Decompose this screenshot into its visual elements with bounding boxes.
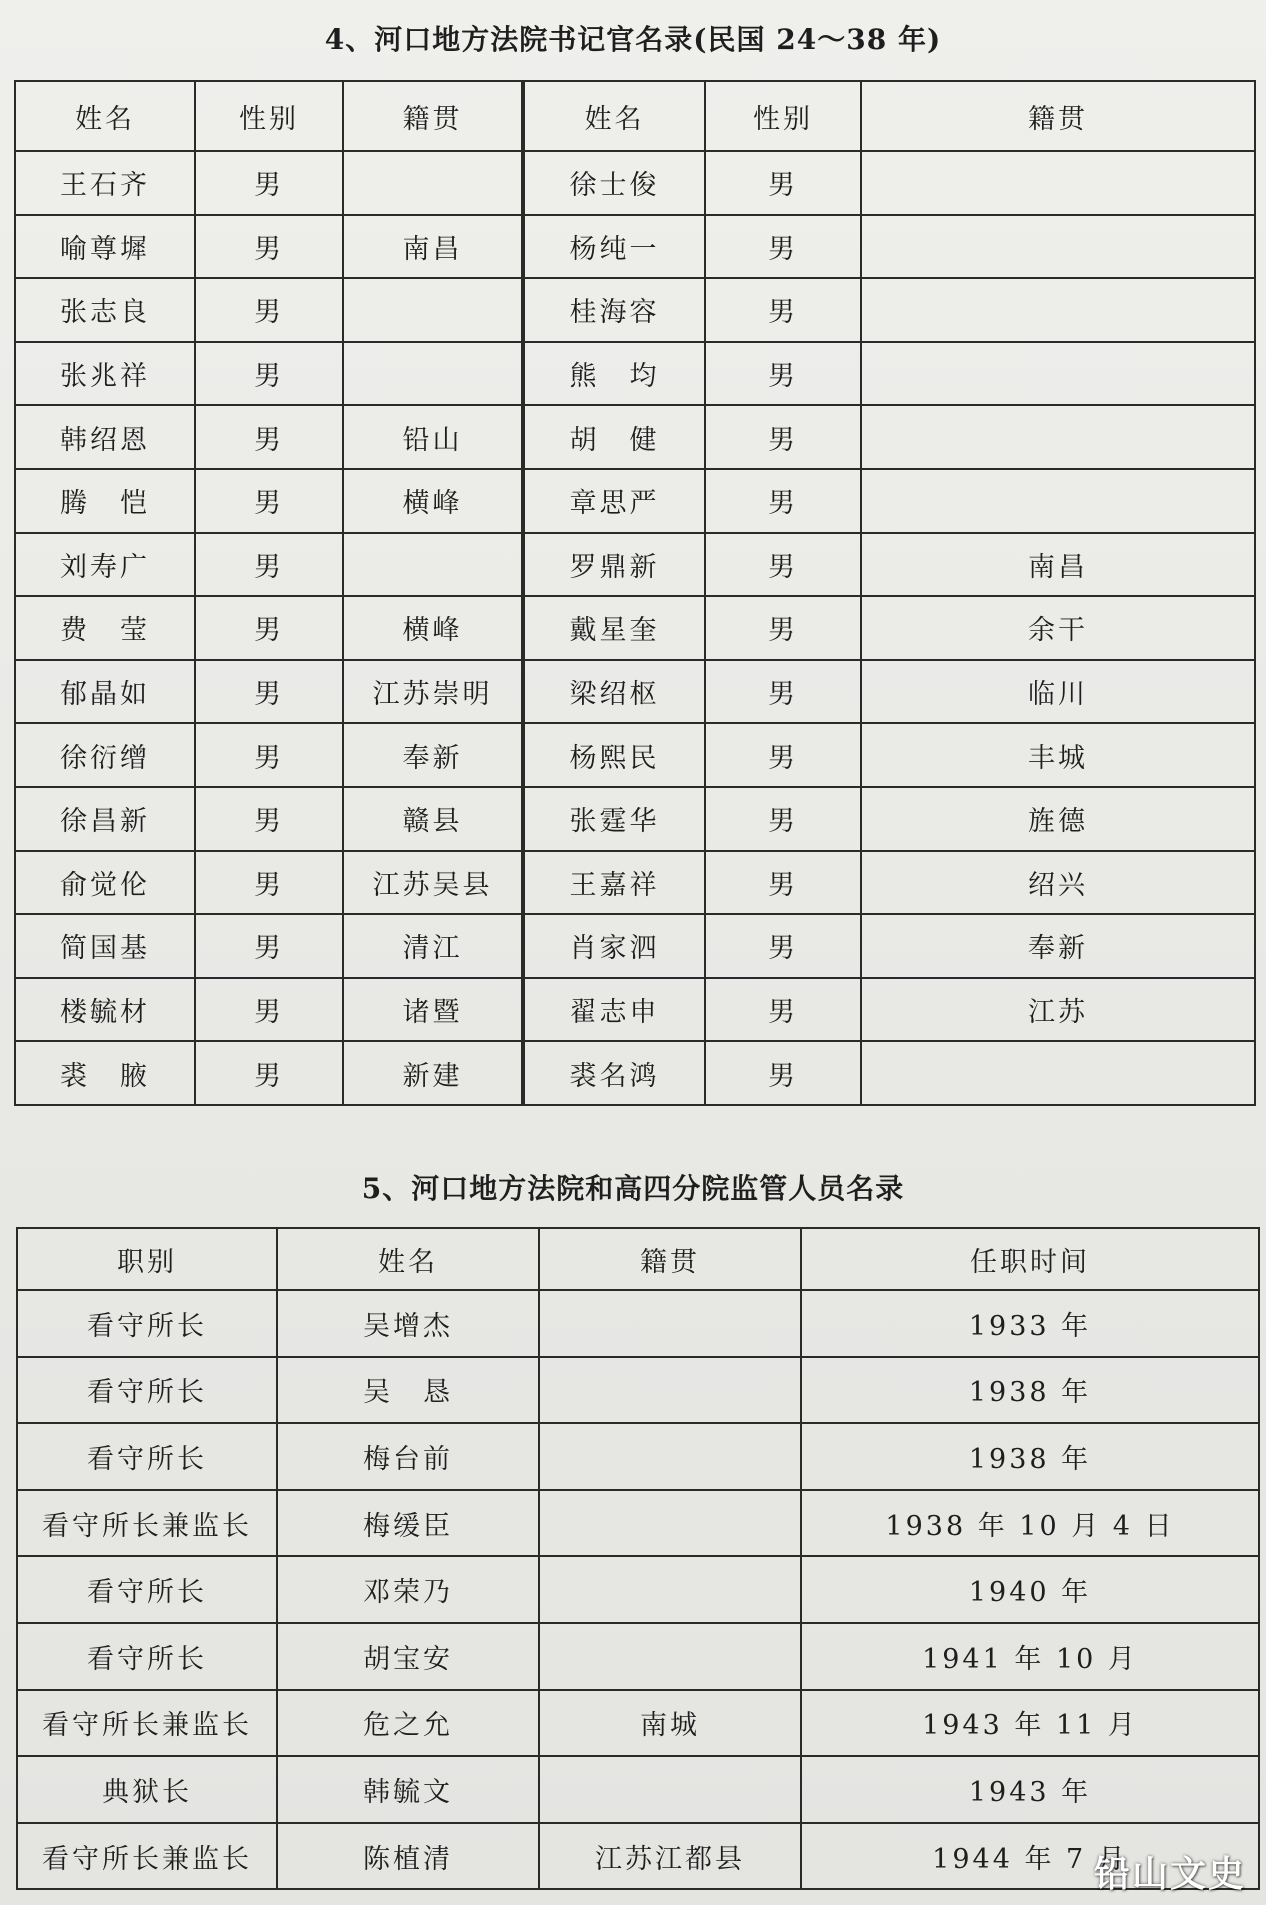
cell-gender: 男 xyxy=(705,342,861,406)
cell-name: 邓荣乃 xyxy=(277,1556,539,1623)
cell-name: 徐衍缯 xyxy=(15,723,195,787)
cell-gender: 男 xyxy=(195,151,343,215)
cell-name: 刘寿广 xyxy=(15,533,195,597)
cell-gender: 男 xyxy=(195,533,343,597)
cell-gender: 男 xyxy=(705,278,861,342)
cell-gender: 男 xyxy=(705,978,861,1042)
cell-name: 梅台前 xyxy=(277,1423,539,1490)
header-origin: 籍贯 xyxy=(539,1228,801,1290)
cell-position: 看守所长 xyxy=(17,1423,277,1490)
cell-origin xyxy=(343,342,523,406)
cell-position: 看守所长 xyxy=(17,1623,277,1690)
cell-gender: 男 xyxy=(195,469,343,533)
cell-name: 简国基 xyxy=(15,914,195,978)
table-row xyxy=(15,215,1255,279)
table-row xyxy=(15,787,1255,851)
cell-name: 费 莹 xyxy=(15,596,195,660)
table-row xyxy=(17,1556,1259,1623)
header-name: 姓名 xyxy=(15,81,195,151)
cell-origin xyxy=(861,405,1255,469)
cell-name: 张志良 xyxy=(15,278,195,342)
cell-origin: 江苏吴县 xyxy=(343,851,523,915)
cell-gender: 男 xyxy=(195,278,343,342)
cell-tenure: 1938 年 xyxy=(801,1423,1259,1490)
cell-name: 楼毓材 xyxy=(15,978,195,1042)
cell-origin xyxy=(861,1041,1255,1105)
cell-position: 看守所长 xyxy=(17,1290,277,1357)
cell-gender: 男 xyxy=(195,787,343,851)
cell-origin: 南昌 xyxy=(343,215,523,279)
cell-origin xyxy=(861,342,1255,406)
table-row xyxy=(15,851,1255,915)
cell-gender: 男 xyxy=(195,723,343,787)
table-header-row xyxy=(17,1228,1259,1290)
cell-gender: 男 xyxy=(195,405,343,469)
cell-name: 韩毓文 xyxy=(277,1756,539,1823)
cell-tenure: 1940 年 xyxy=(801,1556,1259,1623)
header-gender: 性别 xyxy=(195,81,343,151)
cell-name: 裘 腋 xyxy=(15,1041,195,1105)
cell-tenure: 1941 年 10 月 xyxy=(801,1623,1259,1690)
cell-gender: 男 xyxy=(705,533,861,597)
cell-tenure: 1938 年 xyxy=(801,1357,1259,1424)
cell-name: 吴 恳 xyxy=(277,1357,539,1424)
cell-origin: 赣县 xyxy=(343,787,523,851)
cell-gender: 男 xyxy=(705,851,861,915)
cell-gender: 男 xyxy=(705,660,861,724)
cell-name: 张霆华 xyxy=(523,787,705,851)
cell-origin xyxy=(861,469,1255,533)
cell-position: 看守所长兼监长 xyxy=(17,1690,277,1757)
table-row xyxy=(17,1756,1259,1823)
cell-origin xyxy=(539,1556,801,1623)
cell-origin xyxy=(539,1290,801,1357)
cell-gender: 男 xyxy=(195,1041,343,1105)
cell-origin xyxy=(861,278,1255,342)
cell-gender: 男 xyxy=(705,787,861,851)
cell-name: 熊 均 xyxy=(523,342,705,406)
cell-name: 桂海容 xyxy=(523,278,705,342)
cell-name: 戴星奎 xyxy=(523,596,705,660)
cell-gender: 男 xyxy=(195,342,343,406)
cell-name: 张兆祥 xyxy=(15,342,195,406)
table-row xyxy=(17,1823,1259,1890)
cell-name: 罗鼎新 xyxy=(523,533,705,597)
cell-gender: 男 xyxy=(195,215,343,279)
prison-staff-table xyxy=(16,1227,1260,1890)
cell-position: 看守所长兼监长 xyxy=(17,1490,277,1557)
cell-origin: 诸暨 xyxy=(343,978,523,1042)
table-row xyxy=(17,1690,1259,1757)
cell-origin xyxy=(343,533,523,597)
header-tenure: 任职时间 xyxy=(801,1228,1259,1290)
cell-name: 俞觉伦 xyxy=(15,851,195,915)
cell-position: 看守所长兼监长 xyxy=(17,1823,277,1890)
watermark-logo: 铅山文史 xyxy=(1093,1854,1246,1895)
table-row xyxy=(15,596,1255,660)
cell-gender: 男 xyxy=(195,978,343,1042)
cell-name: 裘名鸿 xyxy=(523,1041,705,1105)
table2-title: 5、河口地方法院和高四分院监管人员名录 xyxy=(361,1172,905,1205)
cell-origin xyxy=(539,1423,801,1490)
cell-origin xyxy=(539,1490,801,1557)
cell-name: 杨熙民 xyxy=(523,723,705,787)
cell-gender: 男 xyxy=(705,723,861,787)
cell-name: 梁绍枢 xyxy=(523,660,705,724)
cell-name: 梅缓臣 xyxy=(277,1490,539,1557)
table-row xyxy=(17,1623,1259,1690)
table-row xyxy=(15,660,1255,724)
cell-origin: 奉新 xyxy=(861,914,1255,978)
cell-origin: 横峰 xyxy=(343,469,523,533)
cell-gender: 男 xyxy=(705,215,861,279)
cell-name: 陈植清 xyxy=(277,1823,539,1890)
header-origin: 籍贯 xyxy=(343,81,523,151)
cell-origin xyxy=(861,215,1255,279)
table-row xyxy=(15,978,1255,1042)
cell-origin: 江苏江都县 xyxy=(539,1823,801,1890)
table-row xyxy=(15,342,1255,406)
cell-origin: 南昌 xyxy=(861,533,1255,597)
table-row xyxy=(17,1357,1259,1424)
cell-origin: 旌德 xyxy=(861,787,1255,851)
cell-name: 徐昌新 xyxy=(15,787,195,851)
cell-gender: 男 xyxy=(705,151,861,215)
cell-name: 章思严 xyxy=(523,469,705,533)
cell-gender: 男 xyxy=(705,596,861,660)
cell-tenure: 1943 年 11 月 xyxy=(801,1690,1259,1757)
header-name: 姓名 xyxy=(523,81,705,151)
table-row xyxy=(17,1423,1259,1490)
cell-gender: 男 xyxy=(705,1041,861,1105)
table-row xyxy=(15,278,1255,342)
cell-name: 肖家泗 xyxy=(523,914,705,978)
table-header-row xyxy=(15,81,1255,151)
cell-origin: 南城 xyxy=(539,1690,801,1757)
cell-origin: 江苏 xyxy=(861,978,1255,1042)
table-row xyxy=(15,151,1255,215)
cell-name: 王嘉祥 xyxy=(523,851,705,915)
cell-position: 看守所长 xyxy=(17,1357,277,1424)
cell-name: 腾 恺 xyxy=(15,469,195,533)
table-row xyxy=(15,914,1255,978)
cell-gender: 男 xyxy=(705,405,861,469)
table-row xyxy=(15,1041,1255,1105)
cell-tenure: 1944 年 7 月 xyxy=(801,1823,1259,1890)
table1-title: 4、河口地方法院书记官名录(民国 24～38 年) xyxy=(324,23,942,56)
cell-gender: 男 xyxy=(195,851,343,915)
table-row xyxy=(15,469,1255,533)
cell-origin: 绍兴 xyxy=(861,851,1255,915)
cell-origin xyxy=(539,1623,801,1690)
clerk-roster-table xyxy=(14,80,1256,1106)
table-row xyxy=(15,405,1255,469)
cell-name: 徐士俊 xyxy=(523,151,705,215)
cell-name: 胡宝安 xyxy=(277,1623,539,1690)
header-name: 姓名 xyxy=(277,1228,539,1290)
cell-tenure: 1943 年 xyxy=(801,1756,1259,1823)
cell-origin xyxy=(539,1357,801,1424)
cell-origin: 丰城 xyxy=(861,723,1255,787)
cell-position: 看守所长 xyxy=(17,1556,277,1623)
cell-name: 杨纯一 xyxy=(523,215,705,279)
cell-gender: 男 xyxy=(195,660,343,724)
cell-gender: 男 xyxy=(705,914,861,978)
cell-origin: 奉新 xyxy=(343,723,523,787)
cell-origin xyxy=(861,151,1255,215)
cell-origin: 横峰 xyxy=(343,596,523,660)
cell-tenure: 1938 年 10 月 4 日 xyxy=(801,1490,1259,1557)
cell-name: 胡 健 xyxy=(523,405,705,469)
cell-origin: 余干 xyxy=(861,596,1255,660)
cell-origin: 江苏崇明 xyxy=(343,660,523,724)
header-origin: 籍贯 xyxy=(861,81,1255,151)
cell-name: 危之允 xyxy=(277,1690,539,1757)
cell-position: 典狱长 xyxy=(17,1756,277,1823)
cell-origin: 新建 xyxy=(343,1041,523,1105)
table-row xyxy=(17,1290,1259,1357)
cell-name: 韩绍恩 xyxy=(15,405,195,469)
cell-origin: 铅山 xyxy=(343,405,523,469)
cell-origin: 清江 xyxy=(343,914,523,978)
header-position: 职别 xyxy=(17,1228,277,1290)
cell-origin xyxy=(539,1756,801,1823)
cell-name: 王石齐 xyxy=(15,151,195,215)
cell-gender: 男 xyxy=(195,596,343,660)
cell-origin xyxy=(343,278,523,342)
cell-gender: 男 xyxy=(705,469,861,533)
cell-tenure: 1933 年 xyxy=(801,1290,1259,1357)
cell-name: 郁晶如 xyxy=(15,660,195,724)
header-gender: 性别 xyxy=(705,81,861,151)
cell-name: 吴增杰 xyxy=(277,1290,539,1357)
table-row xyxy=(15,533,1255,597)
table-row xyxy=(15,723,1255,787)
cell-name: 喻尊墀 xyxy=(15,215,195,279)
cell-name: 翟志申 xyxy=(523,978,705,1042)
cell-gender: 男 xyxy=(195,914,343,978)
cell-origin: 临川 xyxy=(861,660,1255,724)
table-row xyxy=(17,1490,1259,1557)
cell-origin xyxy=(343,151,523,215)
